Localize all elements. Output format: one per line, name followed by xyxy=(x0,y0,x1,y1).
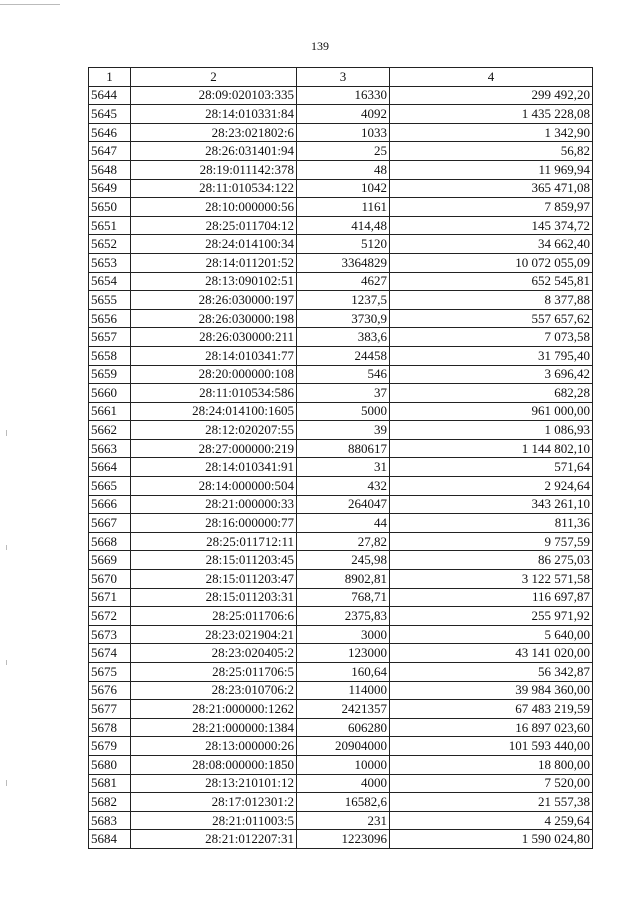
column-header-2: 2 xyxy=(131,68,297,87)
row-number-cell: 5648 xyxy=(89,160,131,179)
value-cell: 7 073,58 xyxy=(390,328,593,347)
cadastral-number-cell: 28:26:030000:198 xyxy=(131,309,297,328)
area-cell: 37 xyxy=(297,384,390,403)
area-cell: 2375,83 xyxy=(297,607,390,626)
scan-edge-line xyxy=(0,4,60,5)
row-number-cell: 5651 xyxy=(89,216,131,235)
area-cell: 16330 xyxy=(297,86,390,105)
row-number-cell: 5658 xyxy=(89,346,131,365)
cadastral-number-cell: 28:26:030000:197 xyxy=(131,291,297,310)
cadastral-number-cell: 28:23:021904:21 xyxy=(131,625,297,644)
area-cell: 3000 xyxy=(297,625,390,644)
row-number-cell: 5650 xyxy=(89,198,131,217)
value-cell: 43 141 020,00 xyxy=(390,644,593,663)
row-number-cell: 5644 xyxy=(89,86,131,105)
row-number-cell: 5680 xyxy=(89,755,131,774)
table-row xyxy=(89,160,593,179)
area-cell: 3364829 xyxy=(297,253,390,272)
cadastral-number-cell: 28:21:000000:1384 xyxy=(131,718,297,737)
area-cell: 10000 xyxy=(297,755,390,774)
table-row xyxy=(89,811,593,830)
area-cell: 245,98 xyxy=(297,551,390,570)
row-number-cell: 5663 xyxy=(89,439,131,458)
area-cell: 5000 xyxy=(297,402,390,421)
cadastral-number-cell: 28:23:021802:6 xyxy=(131,123,297,142)
value-cell: 101 593 440,00 xyxy=(390,737,593,756)
scan-edge-mark xyxy=(6,430,7,436)
area-cell: 2421357 xyxy=(297,700,390,719)
value-cell: 56 342,87 xyxy=(390,663,593,682)
cadastral-number-cell: 28:26:030000:211 xyxy=(131,328,297,347)
area-cell: 48 xyxy=(297,160,390,179)
row-number-cell: 5649 xyxy=(89,179,131,198)
area-cell: 4627 xyxy=(297,272,390,291)
table-row xyxy=(89,514,593,533)
row-number-cell: 5652 xyxy=(89,235,131,254)
area-cell: 114000 xyxy=(297,681,390,700)
column-header-4: 4 xyxy=(390,68,593,87)
value-cell: 557 657,62 xyxy=(390,309,593,328)
table-row xyxy=(89,700,593,719)
value-cell: 7 859,97 xyxy=(390,198,593,217)
row-number-cell: 5674 xyxy=(89,644,131,663)
cadastral-number-cell: 28:23:010706:2 xyxy=(131,681,297,700)
table-row xyxy=(89,532,593,551)
table-row xyxy=(89,718,593,737)
value-cell: 2 924,64 xyxy=(390,477,593,496)
area-cell: 546 xyxy=(297,365,390,384)
row-number-cell: 5655 xyxy=(89,291,131,310)
area-cell: 24458 xyxy=(297,346,390,365)
area-cell: 231 xyxy=(297,811,390,830)
table-row xyxy=(89,253,593,272)
table-row xyxy=(89,458,593,477)
value-cell: 116 697,87 xyxy=(390,588,593,607)
cadastral-number-cell: 28:15:011203:45 xyxy=(131,551,297,570)
value-cell: 1 435 228,08 xyxy=(390,105,593,124)
value-cell: 39 984 360,00 xyxy=(390,681,593,700)
value-cell: 255 971,92 xyxy=(390,607,593,626)
area-cell: 880617 xyxy=(297,439,390,458)
cadastral-number-cell: 28:21:011003:5 xyxy=(131,811,297,830)
cadastral-number-cell: 28:14:010331:84 xyxy=(131,105,297,124)
value-cell: 1 144 802,10 xyxy=(390,439,593,458)
row-number-cell: 5647 xyxy=(89,142,131,161)
value-cell: 811,36 xyxy=(390,514,593,533)
area-cell: 414,48 xyxy=(297,216,390,235)
table-row xyxy=(89,86,593,105)
column-header-1: 1 xyxy=(89,68,131,87)
value-cell: 67 483 219,59 xyxy=(390,700,593,719)
value-cell: 961 000,00 xyxy=(390,402,593,421)
value-cell: 31 795,40 xyxy=(390,346,593,365)
value-cell: 11 969,94 xyxy=(390,160,593,179)
row-number-cell: 5645 xyxy=(89,105,131,124)
row-number-cell: 5661 xyxy=(89,402,131,421)
cadastral-number-cell: 28:25:011704:12 xyxy=(131,216,297,235)
row-number-cell: 5669 xyxy=(89,551,131,570)
table-header-row xyxy=(89,68,593,87)
table-row xyxy=(89,495,593,514)
cadastral-number-cell: 28:13:090102:51 xyxy=(131,272,297,291)
value-cell: 145 374,72 xyxy=(390,216,593,235)
cadastral-number-cell: 28:09:020103:335 xyxy=(131,86,297,105)
row-number-cell: 5662 xyxy=(89,421,131,440)
table-row xyxy=(89,663,593,682)
cadastral-number-cell: 28:11:010534:122 xyxy=(131,179,297,198)
value-cell: 1 342,90 xyxy=(390,123,593,142)
row-number-cell: 5684 xyxy=(89,830,131,849)
table-row xyxy=(89,105,593,124)
row-number-cell: 5664 xyxy=(89,458,131,477)
cadastral-number-cell: 28:15:011203:47 xyxy=(131,570,297,589)
row-number-cell: 5683 xyxy=(89,811,131,830)
area-cell: 8902,81 xyxy=(297,570,390,589)
scan-edge-mark xyxy=(6,780,7,786)
area-cell: 1223096 xyxy=(297,830,390,849)
cadastral-number-cell: 28:13:210101:12 xyxy=(131,774,297,793)
table-row xyxy=(89,123,593,142)
table-row xyxy=(89,346,593,365)
table-row xyxy=(89,198,593,217)
table-row xyxy=(89,830,593,849)
row-number-cell: 5678 xyxy=(89,718,131,737)
cadastral-number-cell: 28:13:000000:26 xyxy=(131,737,297,756)
area-cell: 4000 xyxy=(297,774,390,793)
table-row xyxy=(89,235,593,254)
cadastral-number-cell: 28:14:010341:77 xyxy=(131,346,297,365)
cadastral-number-cell: 28:08:000000:1850 xyxy=(131,755,297,774)
cadastral-number-cell: 28:14:000000:504 xyxy=(131,477,297,496)
row-number-cell: 5672 xyxy=(89,607,131,626)
value-cell: 56,82 xyxy=(390,142,593,161)
cadastral-number-cell: 28:25:011712:11 xyxy=(131,532,297,551)
table-row xyxy=(89,384,593,403)
value-cell: 5 640,00 xyxy=(390,625,593,644)
column-header-3: 3 xyxy=(297,68,390,87)
row-number-cell: 5653 xyxy=(89,253,131,272)
cadastral-number-cell: 28:15:011203:31 xyxy=(131,588,297,607)
row-number-cell: 5682 xyxy=(89,793,131,812)
table-body xyxy=(89,86,593,848)
table-row xyxy=(89,421,593,440)
area-cell: 264047 xyxy=(297,495,390,514)
cadastral-number-cell: 28:23:020405:2 xyxy=(131,644,297,663)
value-cell: 365 471,08 xyxy=(390,179,593,198)
table-row xyxy=(89,365,593,384)
table-row xyxy=(89,477,593,496)
value-cell: 299 492,20 xyxy=(390,86,593,105)
value-cell: 571,64 xyxy=(390,458,593,477)
value-cell: 3 122 571,58 xyxy=(390,570,593,589)
area-cell: 5120 xyxy=(297,235,390,254)
value-cell: 86 275,03 xyxy=(390,551,593,570)
area-cell: 4092 xyxy=(297,105,390,124)
area-cell: 123000 xyxy=(297,644,390,663)
table-row xyxy=(89,402,593,421)
area-cell: 16582,6 xyxy=(297,793,390,812)
row-number-cell: 5677 xyxy=(89,700,131,719)
cadastral-number-cell: 28:17:012301:2 xyxy=(131,793,297,812)
row-number-cell: 5654 xyxy=(89,272,131,291)
table-row xyxy=(89,272,593,291)
cadastral-table xyxy=(88,67,593,849)
row-number-cell: 5656 xyxy=(89,309,131,328)
cadastral-number-cell: 28:21:000000:33 xyxy=(131,495,297,514)
table-row xyxy=(89,588,593,607)
page-number: 139 xyxy=(311,39,329,53)
table-row xyxy=(89,793,593,812)
area-cell: 39 xyxy=(297,421,390,440)
value-cell: 9 757,59 xyxy=(390,532,593,551)
table-row xyxy=(89,179,593,198)
value-cell: 1 590 024,80 xyxy=(390,830,593,849)
cadastral-number-cell: 28:10:000000:56 xyxy=(131,198,297,217)
value-cell: 21 557,38 xyxy=(390,793,593,812)
scan-edge-mark xyxy=(6,660,7,665)
value-cell: 1 086,93 xyxy=(390,421,593,440)
value-cell: 682,28 xyxy=(390,384,593,403)
value-cell: 10 072 055,09 xyxy=(390,253,593,272)
area-cell: 25 xyxy=(297,142,390,161)
table-row xyxy=(89,737,593,756)
row-number-cell: 5668 xyxy=(89,532,131,551)
area-cell: 768,71 xyxy=(297,588,390,607)
row-number-cell: 5675 xyxy=(89,663,131,682)
table-row xyxy=(89,681,593,700)
area-cell: 1042 xyxy=(297,179,390,198)
row-number-cell: 5667 xyxy=(89,514,131,533)
value-cell: 18 800,00 xyxy=(390,755,593,774)
value-cell: 343 261,10 xyxy=(390,495,593,514)
cadastral-number-cell: 28:25:011706:6 xyxy=(131,607,297,626)
area-cell: 20904000 xyxy=(297,737,390,756)
area-cell: 31 xyxy=(297,458,390,477)
area-cell: 3730,9 xyxy=(297,309,390,328)
cadastral-number-cell: 28:14:010341:91 xyxy=(131,458,297,477)
table-row xyxy=(89,291,593,310)
area-cell: 44 xyxy=(297,514,390,533)
cadastral-number-cell: 28:19:011142:378 xyxy=(131,160,297,179)
table-row xyxy=(89,309,593,328)
cadastral-number-cell: 28:20:000000:108 xyxy=(131,365,297,384)
value-cell: 3 696,42 xyxy=(390,365,593,384)
cadastral-number-cell: 28:21:012207:31 xyxy=(131,830,297,849)
row-number-cell: 5670 xyxy=(89,570,131,589)
area-cell: 432 xyxy=(297,477,390,496)
value-cell: 8 377,88 xyxy=(390,291,593,310)
cadastral-number-cell: 28:25:011706:5 xyxy=(131,663,297,682)
cadastral-number-cell: 28:14:011201:52 xyxy=(131,253,297,272)
table-row xyxy=(89,644,593,663)
cadastral-number-cell: 28:27:000000:219 xyxy=(131,439,297,458)
area-cell: 160,64 xyxy=(297,663,390,682)
value-cell: 7 520,00 xyxy=(390,774,593,793)
cadastral-number-cell: 28:12:020207:55 xyxy=(131,421,297,440)
table-row xyxy=(89,328,593,347)
table-row xyxy=(89,570,593,589)
row-number-cell: 5673 xyxy=(89,625,131,644)
cadastral-number-cell: 28:26:031401:94 xyxy=(131,142,297,161)
table-row xyxy=(89,439,593,458)
row-number-cell: 5660 xyxy=(89,384,131,403)
area-cell: 1033 xyxy=(297,123,390,142)
area-cell: 1237,5 xyxy=(297,291,390,310)
table-row xyxy=(89,774,593,793)
row-number-cell: 5676 xyxy=(89,681,131,700)
value-cell: 34 662,40 xyxy=(390,235,593,254)
cadastral-number-cell: 28:21:000000:1262 xyxy=(131,700,297,719)
cadastral-number-cell: 28:11:010534:586 xyxy=(131,384,297,403)
area-cell: 1161 xyxy=(297,198,390,217)
cadastral-number-cell: 28:24:014100:34 xyxy=(131,235,297,254)
value-cell: 4 259,64 xyxy=(390,811,593,830)
value-cell: 652 545,81 xyxy=(390,272,593,291)
area-cell: 27,82 xyxy=(297,532,390,551)
row-number-cell: 5679 xyxy=(89,737,131,756)
row-number-cell: 5671 xyxy=(89,588,131,607)
area-cell: 383,6 xyxy=(297,328,390,347)
row-number-cell: 5659 xyxy=(89,365,131,384)
row-number-cell: 5681 xyxy=(89,774,131,793)
table-row xyxy=(89,755,593,774)
table-row xyxy=(89,607,593,626)
table-row xyxy=(89,551,593,570)
table-row xyxy=(89,142,593,161)
value-cell: 16 897 023,60 xyxy=(390,718,593,737)
table-row xyxy=(89,216,593,235)
table-row xyxy=(89,625,593,644)
scan-edge-mark xyxy=(6,545,7,550)
area-cell: 606280 xyxy=(297,718,390,737)
row-number-cell: 5646 xyxy=(89,123,131,142)
row-number-cell: 5657 xyxy=(89,328,131,347)
cadastral-number-cell: 28:24:014100:1605 xyxy=(131,402,297,421)
cadastral-number-cell: 28:16:000000:77 xyxy=(131,514,297,533)
row-number-cell: 5665 xyxy=(89,477,131,496)
row-number-cell: 5666 xyxy=(89,495,131,514)
